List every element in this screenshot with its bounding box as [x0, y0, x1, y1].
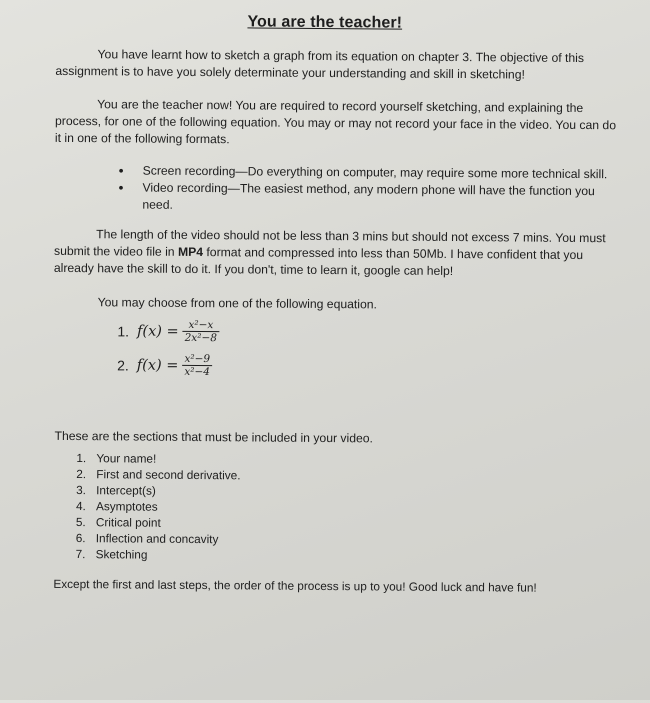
sections-intro: These are the sections that must be included in your video. [54, 428, 374, 446]
list-item: 7. Sketching [75, 547, 148, 562]
list-item: 4. Asymptotes [75, 499, 158, 514]
list-item: 5. Critical point [75, 515, 161, 530]
list-item: 6. Inflection and concavity [75, 531, 219, 547]
bullet-icon: • [118, 179, 124, 196]
format-list [116, 162, 628, 217]
list-item: • Video recording—The easiest method, any modern phone will have the function you need. [118, 179, 595, 212]
equation-1: 1. f(x) = $\frac{\text{x²−x}}{\text{2x²−8}}$ [117, 318, 219, 344]
equation-intro: You may choose from one of the following equation. [97, 295, 378, 312]
page-title: You are the teacher! [247, 13, 403, 32]
equation-2: 2. f(x) = $\frac{\text{x²−9}}{\text{x²−4}}$ [117, 352, 211, 379]
intro-paragraph: You have learnt how to sketch a graph from its equation on chapter 3. The objective of this assignment is to have you solely determinate your understanding and skill in sketching! [55, 47, 585, 82]
bullet-icon: • [118, 162, 124, 179]
closing-paragraph: Except the first and last steps, the order of the process is up to you! Good luck and have fun! [53, 576, 537, 595]
sections-list [76, 450, 241, 563]
video-requirements-paragraph: The length of the video should not be less than 3 mins but should not excess 7 mins. You must submit the video file in MP4 format and compressed into less than 50Mb. I have confident that you already have the skill to do it. If you don't, time to learn it, google can help! [53, 227, 606, 279]
list-item: 2. First and second derivative. [76, 467, 241, 483]
equation-1-fraction: $\frac{\text{x²−x}}{\text{2x²−8}}$ [183, 319, 219, 344]
teacher-paragraph: You are the teacher now! You are required to record yourself sketching, and explaining the process, for one of the following equation. You may or may not record your face in the video. You can do it in one of the following formats. [54, 97, 617, 147]
equation-2-fraction: $\frac{\text{x²−9}}{\text{x²−4}}$ [184, 352, 211, 379]
format-mp4: MP4 [177, 244, 204, 260]
list-item: 3. Intercept(s) [76, 483, 156, 498]
list-item: • Screen recording—Do everything on computer, may require some more technical skill. [118, 162, 608, 182]
list-item: 1. Your name! [76, 451, 157, 466]
